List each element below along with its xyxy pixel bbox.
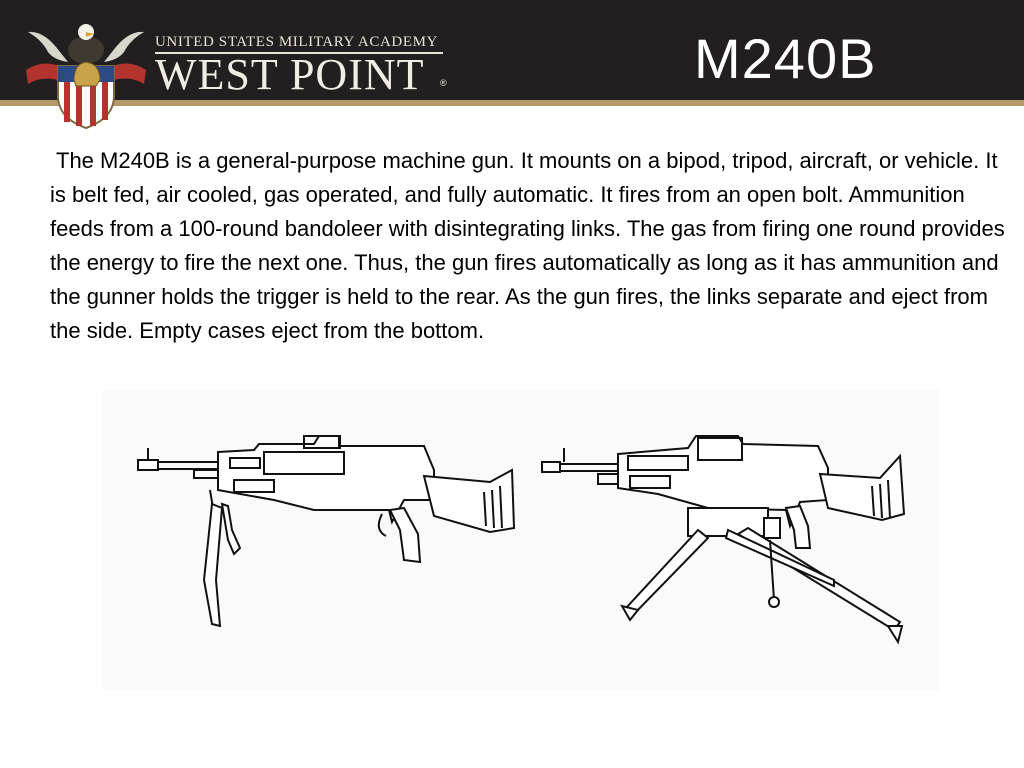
institution-name: WEST POINT	[155, 50, 425, 99]
institution-line: UNITED STATES MILITARY ACADEMY	[155, 34, 438, 50]
header-accent-stripe	[0, 100, 1024, 106]
slide-body	[50, 144, 1010, 348]
slide-title: M240B	[694, 27, 877, 90]
m240b-bipod-illustration	[134, 430, 520, 630]
body-paragraph: The M240B is a general-purpose machine gun. It mounts on a bipod, tripod, aircraft, or vehicle. It is belt fed, air cooled, gas operated, and fully automatic. It fires from an open bolt. Ammunition feeds from a 100-round bandoleer with disintegrating links. The gas from firing one round provides the energy to fire the next one. Thus, the gun fires automatically as long as it has ammunition and the gunner holds the trigger is held to the rear. As the gun fires, the links separate and eject from the side. Empty cases eject from the bottom.	[50, 148, 1005, 343]
trademark-symbol: ®	[440, 78, 447, 88]
m240b-tripod-illustration	[538, 430, 918, 660]
west-point-crest-logo	[24, 18, 148, 130]
